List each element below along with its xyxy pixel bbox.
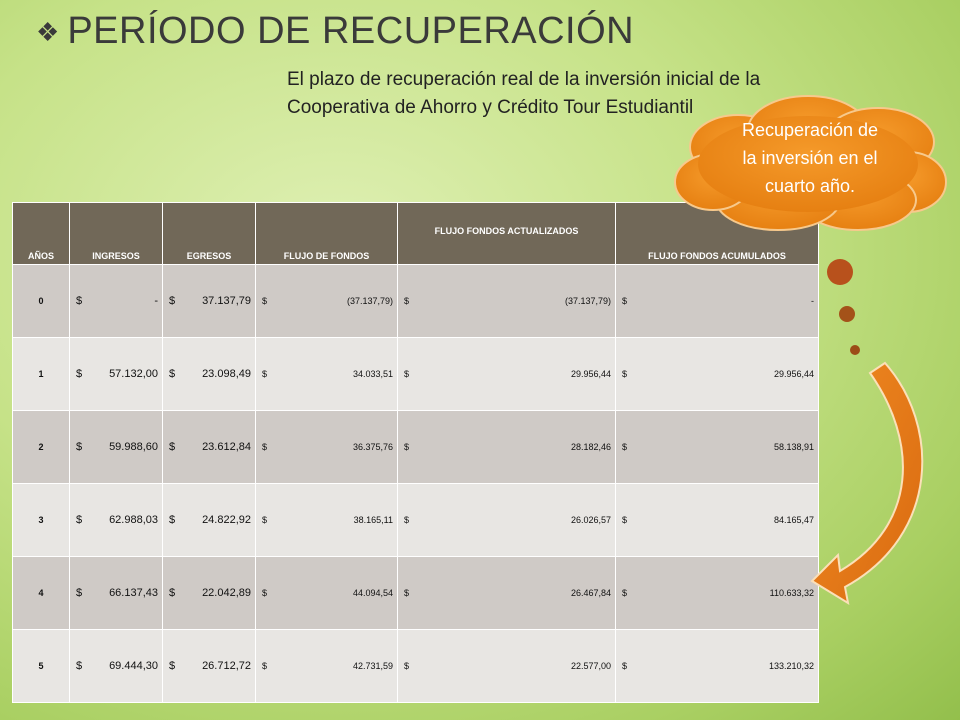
slide-title bbox=[36, 10, 634, 53]
table-row bbox=[13, 630, 819, 703]
cell-income bbox=[70, 411, 163, 484]
currency-symbol: $ bbox=[76, 368, 83, 380]
cell-income bbox=[70, 265, 163, 338]
currency-symbol: $ bbox=[76, 660, 83, 672]
payback-table bbox=[12, 202, 819, 703]
table-row bbox=[13, 338, 819, 411]
currency-symbol: $ bbox=[169, 295, 176, 307]
cell-value: (37.137,79) bbox=[564, 296, 611, 306]
cell-cash-flow bbox=[256, 484, 398, 557]
cell-year: 2 bbox=[13, 411, 70, 484]
currency-symbol: $ bbox=[622, 296, 628, 306]
cell-year: 0 bbox=[13, 265, 70, 338]
cell-value: (37.137,79) bbox=[346, 296, 393, 306]
intro-line: El plazo de recuperación real de la inversión inicial de la bbox=[287, 69, 761, 90]
currency-symbol: $ bbox=[169, 368, 176, 380]
decorative-dots bbox=[820, 250, 870, 360]
cell-accumulated bbox=[616, 630, 819, 703]
currency-symbol: $ bbox=[622, 588, 628, 598]
cell-expenses bbox=[163, 630, 256, 703]
currency-symbol: $ bbox=[76, 295, 83, 307]
table-row bbox=[13, 411, 819, 484]
header-expenses: EGRESOS bbox=[163, 203, 256, 265]
cell-discounted bbox=[398, 630, 616, 703]
cell-discounted bbox=[398, 484, 616, 557]
cell-year: 3 bbox=[13, 484, 70, 557]
cell-discounted bbox=[398, 411, 616, 484]
currency-symbol: $ bbox=[262, 515, 268, 525]
intro-line: Cooperativa de Ahorro y Crédito Tour Estudiantil bbox=[287, 97, 694, 118]
cell-value: 22.042,89 bbox=[202, 587, 251, 599]
cell-value: 26.467,84 bbox=[570, 588, 611, 598]
currency-symbol: $ bbox=[262, 442, 268, 452]
cell-value: 58.138,91 bbox=[773, 442, 814, 452]
table-row bbox=[13, 484, 819, 557]
currency-symbol: $ bbox=[169, 660, 176, 672]
cell-year: 4 bbox=[13, 557, 70, 630]
cell-value: 29.956,44 bbox=[570, 369, 611, 379]
cell-cash-flow bbox=[256, 265, 398, 338]
curved-arrow-icon bbox=[790, 355, 950, 635]
page-title: PERÍODO DE RECUPERACIÓN bbox=[67, 10, 635, 52]
cell-value: 26.026,57 bbox=[570, 515, 611, 525]
cell-value: 42.731,59 bbox=[352, 661, 393, 671]
cell-cash-flow bbox=[256, 411, 398, 484]
cell-accumulated bbox=[616, 557, 819, 630]
cell-value: 84.165,47 bbox=[773, 515, 814, 525]
currency-symbol: $ bbox=[169, 441, 176, 453]
cell-value: 37.137,79 bbox=[202, 295, 251, 307]
currency-symbol: $ bbox=[622, 515, 628, 525]
cell-year: 1 bbox=[13, 338, 70, 411]
cell-income bbox=[70, 484, 163, 557]
cell-value: 69.444,30 bbox=[109, 660, 158, 672]
table-row bbox=[13, 557, 819, 630]
cell-value: 59.988,60 bbox=[109, 441, 158, 453]
cell-value: 23.612,84 bbox=[202, 441, 251, 453]
cell-value: 24.822,92 bbox=[202, 514, 251, 526]
cell-value: 36.375,76 bbox=[352, 442, 393, 452]
cell-value: 44.094,54 bbox=[352, 588, 393, 598]
currency-symbol: $ bbox=[76, 587, 83, 599]
cell-cash-flow bbox=[256, 557, 398, 630]
currency-symbol: $ bbox=[262, 588, 268, 598]
currency-symbol: $ bbox=[622, 369, 628, 379]
currency-symbol: $ bbox=[404, 661, 410, 671]
currency-symbol: $ bbox=[262, 661, 268, 671]
cell-value: 34.033,51 bbox=[352, 369, 393, 379]
cell-value: - bbox=[811, 296, 814, 306]
cell-value: 110.633,32 bbox=[769, 588, 814, 598]
currency-symbol: $ bbox=[404, 515, 410, 525]
cell-accumulated bbox=[616, 265, 819, 338]
cell-year: 5 bbox=[13, 630, 70, 703]
cell-value: 28.182,46 bbox=[570, 442, 611, 452]
cell-discounted bbox=[398, 338, 616, 411]
cell-value: 22.577,00 bbox=[570, 661, 611, 671]
cell-value: 133.210,32 bbox=[768, 661, 814, 671]
cell-expenses bbox=[163, 411, 256, 484]
header-accumulated-flow: FLUJO FONDOS ACUMULADOS bbox=[616, 203, 819, 265]
cell-value: 62.988,03 bbox=[109, 514, 158, 526]
cell-expenses bbox=[163, 557, 256, 630]
cell-expenses bbox=[163, 265, 256, 338]
currency-symbol: $ bbox=[404, 369, 410, 379]
cell-income bbox=[70, 557, 163, 630]
currency-symbol: $ bbox=[262, 296, 268, 306]
cell-expenses bbox=[163, 338, 256, 411]
callout-text: Recuperación de la inversión en el cuarto año. bbox=[741, 120, 879, 196]
cell-value: 66.137,43 bbox=[109, 587, 158, 599]
currency-symbol: $ bbox=[622, 661, 628, 671]
header-discounted-flow: FLUJO FONDOS ACTUALIZADOS bbox=[398, 203, 616, 265]
cell-value: 57.132,00 bbox=[109, 368, 158, 380]
cell-value: 38.165,11 bbox=[353, 515, 393, 525]
currency-symbol: $ bbox=[76, 441, 83, 453]
cell-income bbox=[70, 630, 163, 703]
cell-accumulated bbox=[616, 338, 819, 411]
header-years: AÑOS bbox=[13, 203, 70, 265]
currency-symbol: $ bbox=[404, 296, 410, 306]
cell-discounted bbox=[398, 557, 616, 630]
cell-value: 29.956,44 bbox=[773, 369, 814, 379]
header-income: INGRESOS bbox=[70, 203, 163, 265]
currency-symbol: $ bbox=[404, 442, 410, 452]
cell-value: - bbox=[154, 295, 158, 307]
cell-cash-flow bbox=[256, 630, 398, 703]
cell-accumulated bbox=[616, 411, 819, 484]
cell-cash-flow bbox=[256, 338, 398, 411]
cell-discounted bbox=[398, 265, 616, 338]
header-cash-flow: FLUJO DE FONDOS bbox=[256, 203, 398, 265]
cell-accumulated bbox=[616, 484, 819, 557]
currency-symbol: $ bbox=[76, 514, 83, 526]
cell-expenses bbox=[163, 484, 256, 557]
diamond-bullet-icon: ❖ bbox=[36, 16, 60, 47]
currency-symbol: $ bbox=[169, 514, 176, 526]
cell-value: 26.712,72 bbox=[202, 660, 251, 672]
currency-symbol: $ bbox=[622, 442, 628, 452]
currency-symbol: $ bbox=[262, 369, 268, 379]
currency-symbol: $ bbox=[169, 587, 176, 599]
currency-symbol: $ bbox=[404, 588, 410, 598]
cell-income bbox=[70, 338, 163, 411]
cell-value: 23.098,49 bbox=[202, 368, 251, 380]
table-row bbox=[13, 265, 819, 338]
